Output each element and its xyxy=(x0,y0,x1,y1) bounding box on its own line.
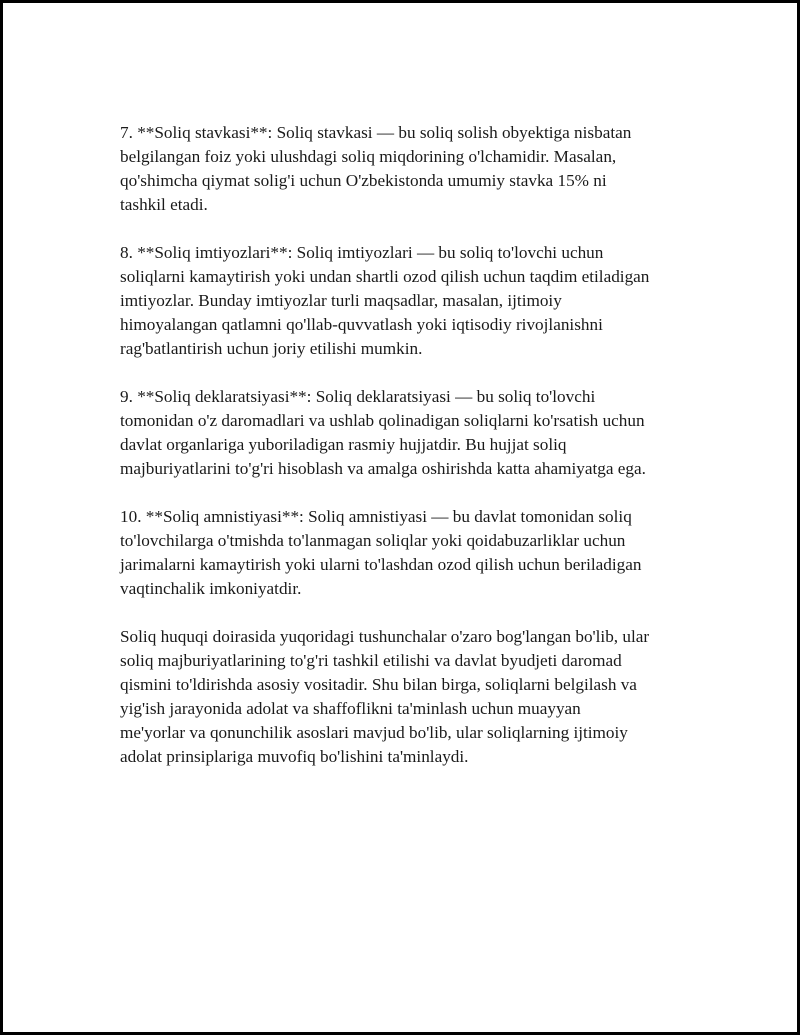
paragraph-soliq-amnistiyasi: 10. **Soliq amnistiyasi**: Soliq amnistiyasi — bu davlat tomonidan soliq to'lovchilarga o'tmishda to'lanmagan soliqlar yoki qoidabuzarliklar uchun jarimalarni kamaytirish yoki ularni to'lashdan ozod qilish uchun beriladigan vaqtinchalik imkoniyatdir. xyxy=(120,507,642,598)
paragraph-soliq-stavkasi: 7. **Soliq stavkasi**: Soliq stavkasi — bu soliq solish obyektiga nisbatan belgilangan foiz yoki ulushdagi soliq miqdorining o'lchamidir. Masalan, qo'shimcha qiymat solig'i uchun O'zbekistonda umumiy stavka 15% ni tashkil etadi. xyxy=(120,123,632,214)
document-body xyxy=(120,121,700,793)
paragraph-soliq-deklaratsiyasi: 9. **Soliq deklaratsiyasi**: Soliq deklaratsiyasi — bu soliq to'lovchi tomonidan o'z daromadlari va ushlab qolinadigan soliqlarni ko'rsatish uchun davlat organlariga yuboriladigan rasmiy hujjatdir. Bu hujjat soliq majburiyatlarini to'g'ri hisoblash va amalga oshirishda katta ahamiyatga ega. xyxy=(120,387,646,478)
paragraph-conclusion: Soliq huquqi doirasida yuqoridagi tushunchalar o'zaro bog'langan bo'lib, ular soliq majburiyatlarining to'g'ri tashkil etilishi va davlat byudjeti daromad qismini to'ldirishda asosiy vositadir. Shu bilan birga, soliqlarni belgilash va yig'ish jarayonida adolat va shaffoflikni ta'minlash uchun muayyan me'yorlar va qonunchilik asoslari mavjud bo'lib, ular soliqlarning ijtimoiy adolat prinsiplariga muvofiq bo'lishini ta'minlaydi. xyxy=(120,627,650,766)
paragraph-soliq-imtiyozlari: 8. **Soliq imtiyozlari**: Soliq imtiyozlari — bu soliq to'lovchi uchun soliqlarni kamaytirish yoki undan shartli ozod qilish uchun taqdim etiladigan imtiyozlar. Bunday imtiyozlar turli maqsadlar, masalan, ijtimoiy himoyalangan qatlamni qo'llab-quvvatlash yoki iqtisodiy rivojlanishni rag'batlantirish uchun joriy etilishi mumkin. xyxy=(120,243,650,358)
